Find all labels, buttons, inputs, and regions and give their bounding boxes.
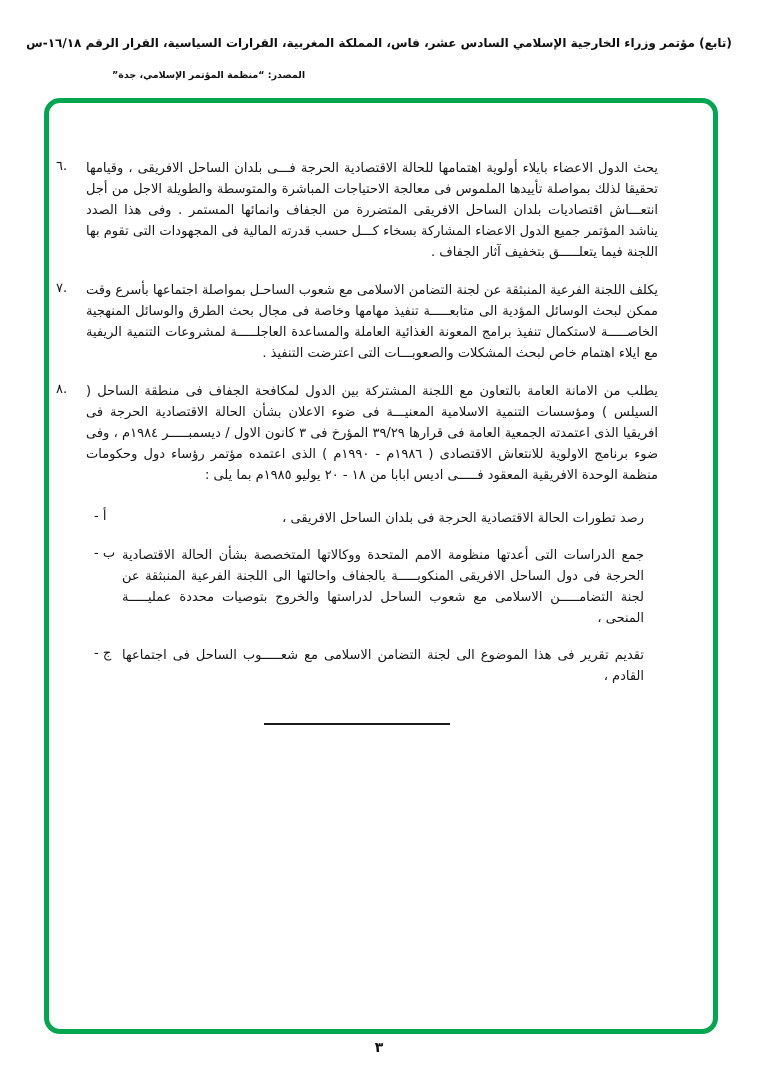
- subitem-a: [94, 508, 644, 529]
- page-number: ٣: [374, 1040, 384, 1056]
- item-text: يكلف اللجنة الفرعية المنبثقة عن لجنة التضامن الاسلامى مع شعوب الساحـل بمواصلة اجتماعها بأسرع وقت ممكن لبحث الوسائل المؤدية الى متابعـــــة تنفيذ مهامها وخاصة فى مجال بحث الطرق والوسائل المنهجية الخاصـــــة لاستكمال تنفيذ برامج المعونة الغذائية العاملة والمساعدة العاجلـــــة لمشروعات التنمية الريفية مع ايلاء اهتمام خاص لبحث المشكلات والصعوبـــات التى اعترضت التنفيذ .: [86, 283, 658, 361]
- item-number: ٧.: [56, 281, 68, 296]
- resolution-item-8: [56, 381, 658, 486]
- subitem-label: أ -: [94, 509, 107, 524]
- page-header-title: (تابع) مؤتمر وزراء الخارجية الإسلامي السادس عشر، فاس، المملكة المغربية، القرارات السياسية، القرار الرقم ١٦/١٨-س: [26, 36, 732, 50]
- document-body: [56, 158, 658, 725]
- resolution-item-7: [56, 280, 658, 364]
- subitem-c: [94, 645, 644, 687]
- item-text: يطلب من الامانة العامة بالتعاون مع اللجنة المشتركة بين الدول لمكافحة الجفاف فى منطقة الساحل ( السيلس ) ومؤسسات التنمية الاسلامية المعنيـــة فى ضوء الاعلان بشأن الحالة الاقتصادية الحرجة فى افريقيا الذى اعتمدته الجمعية العامة فى قرارها ٣٩/٢٩ المؤرخ فى ٣ كانون الاول / ديسمبـــــر ١٩٨٤م ، وفى ضوء برنامج الاولوية للانتعاش الاقتصادى ( ١٩٨٦م - ١٩٩٠م ) الذى اعتمده مؤتمر رؤساء دول وحكومات منظمة الوحدة الافريقية المعقود فـــــى اديس ابابا من ١٨ - ٢٠ يوليو ١٩٨٥م بما يلى :: [86, 384, 659, 483]
- subitem-label: ب -: [94, 546, 116, 561]
- subitem-text: رصد تطورات الحالة الاقتصادية الحرجة فى بلدان الساحل الافريقى ،: [282, 511, 644, 526]
- subitem-b: [94, 545, 644, 629]
- subitem-text: جمع الدراسات التى أعدتها منظومة الامم المتحدة ووكالاتها المتخصصة بشأن الحالة الاقتصادية الحرجة فى دول الساحل الافريقى المنكوبـــــة بالجفاف واحالتها الى اللجنة الفرعية المنبثقة عن لجنة التضامـــــن الاسلامى مع شعوب الساحل لدراستها والخروج بتوصيات محددة عمليـــــة المنحى ،: [122, 548, 644, 626]
- resolution-item-6: [56, 158, 658, 263]
- source-line: المصدر: “منظمة المؤتمر الإسلامي، جدة”: [112, 70, 306, 81]
- item-number: ٨.: [56, 382, 68, 397]
- subitem-text: تقديم تقرير فى هذا الموضوع الى لجنة التضامن الاسلامى مع شعـــــوب الساحل فى اجتماعها القادم ،: [122, 648, 644, 684]
- item-text: يحث الدول الاعضاء بايلاء أولوية اهتمامها للحالة الاقتصادية الحرجة فـــى بلدان الساحل الافريقى ، وقيامها تحقيقا لذلك بمواصلة تأييدها الملموس فى معالجة الاحتياجات المباشرة والمتوسطة والطويلة الاجل من أجل انتعـــاش اقتصاديات بلدان الساحل الافريقى المتضررة من الجفاف وانمائها المستمر . وفى هذا الصدد يناشد المؤتمر جميع الدول الاعضاء المشاركة بسخاء كـــل حسب قدرته المالية فى المجهودات التى تقوم بها اللجنة فيما يتعلـــــق بتخفيف آثار الجفاف .: [86, 161, 658, 260]
- subitem-label: ج -: [94, 646, 112, 661]
- item-number: ٦.: [56, 159, 68, 174]
- subitems-block: [56, 508, 658, 687]
- separator-rule: [264, 723, 450, 725]
